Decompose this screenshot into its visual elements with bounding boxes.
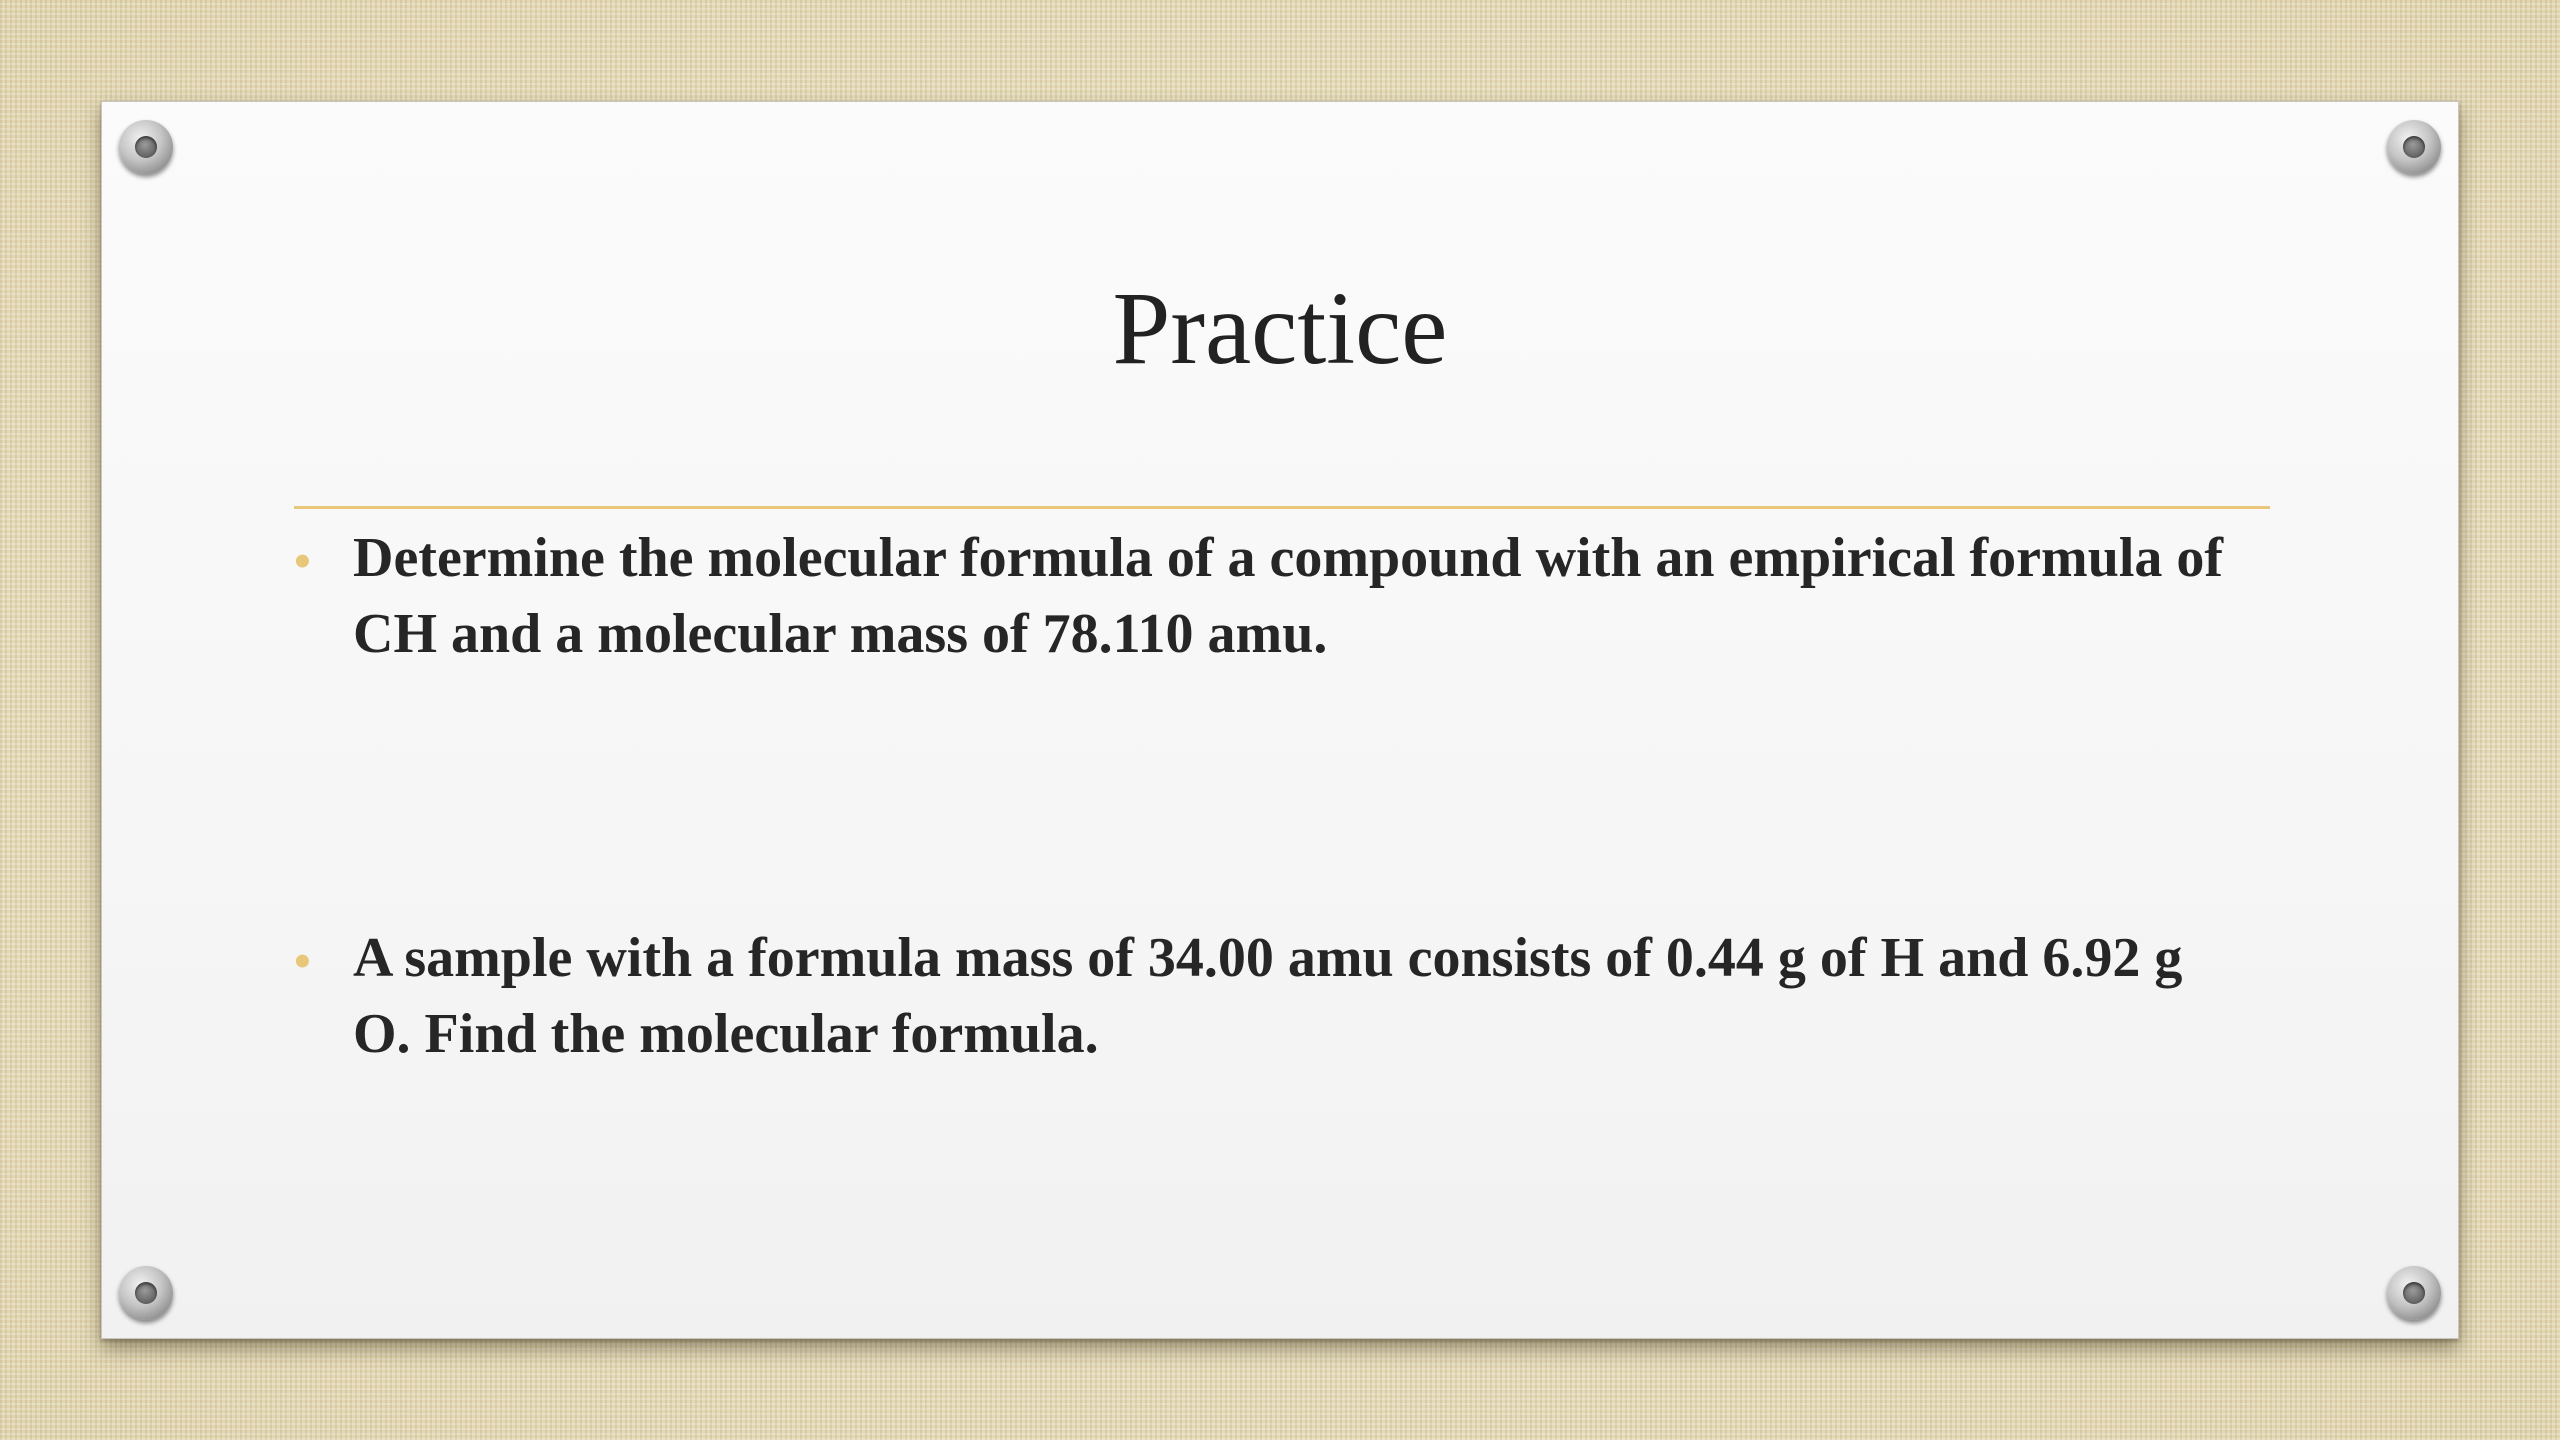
bullet-text: A sample with a formula mass of 34.00 amu consists of 0.44 g of H and 6.92 g O. Find the molecular formula. [353,927,2183,1065]
bullet-item [294,520,2233,672]
title-divider [294,506,2270,509]
slide-card [101,101,2459,1339]
bullet-dot-icon: • [294,935,311,988]
bullet-list [294,520,2270,1072]
bullet-item [294,920,2233,1072]
rivet-icon [119,120,173,174]
rivet-icon [119,1266,173,1320]
bullet-dot-icon: • [294,535,311,588]
slide-title: Practice [1112,271,1448,386]
bullet-text: Determine the molecular formula of a compound with an empirical formula of CH and a molecular mass of 78.110 amu. [353,527,2224,665]
rivet-icon [2387,1266,2441,1320]
rivet-icon [2387,120,2441,174]
